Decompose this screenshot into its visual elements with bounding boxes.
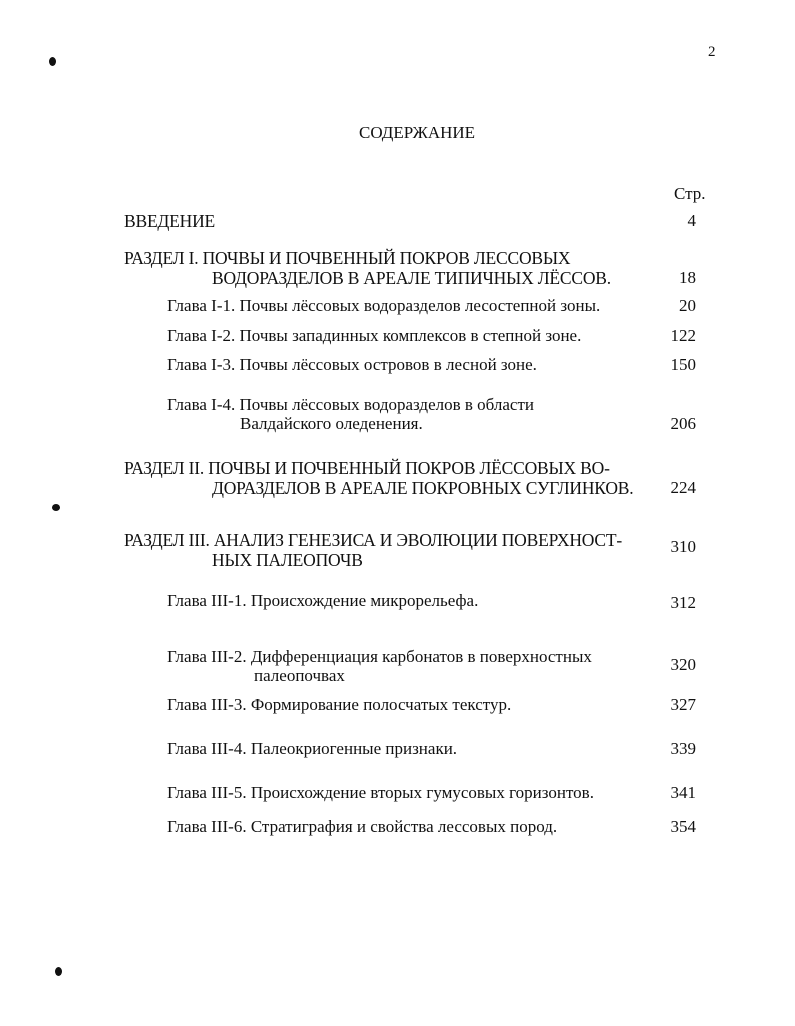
toc-section-2-line1[interactable]: РАЗДЕЛ II. ПОЧВЫ И ПОЧВЕННЫЙ ПОКРОВ ЛЁССОВЫХ ВО- <box>124 458 610 478</box>
binder-hole-mark <box>52 504 60 511</box>
toc-chapter[interactable]: Глава I-4. Почвы лёссовых водоразделов в области <box>167 395 534 414</box>
toc-chapter[interactable]: Глава III-5. Происхождение вторых гумусовых горизонтов. <box>167 783 594 802</box>
toc-chapter-page: 341 <box>670 783 696 802</box>
toc-section-3-line1[interactable]: РАЗДЕЛ III. АНАЛИЗ ГЕНЕЗИСА И ЭВОЛЮЦИИ ПОВЕРХНОСТ- <box>124 530 622 550</box>
toc-intro[interactable]: ВВЕДЕНИЕ <box>124 211 216 231</box>
page-title: СОДЕРЖАНИЕ <box>359 123 476 142</box>
toc-chapter[interactable]: Глава I-1. Почвы лёссовых водоразделов лесостепной зоны. <box>167 296 601 315</box>
toc-chapter-page: 122 <box>670 326 696 345</box>
toc-chapter-page: 339 <box>670 739 696 758</box>
toc-chapter[interactable]: Глава III-3. Формирование полосчатых текстур. <box>167 695 512 714</box>
toc-chapter-page: 206 <box>670 414 696 433</box>
toc-chapter[interactable]: Глава III-2. Дифференциация карбонатов в поверхностных <box>167 647 592 666</box>
toc-chapter[interactable]: Глава III-4. Палеокриогенные признаки. <box>167 739 458 758</box>
toc-chapter[interactable]: Глава III-1. Происхождение микрорельефа. <box>167 591 479 610</box>
toc-section-3-page: 310 <box>670 537 696 556</box>
toc-section-1-line1[interactable]: РАЗДЕЛ I. ПОЧВЫ И ПОЧВЕННЫЙ ПОКРОВ ЛЕССОВЫХ <box>124 248 571 268</box>
toc-section-1-page: 18 <box>679 268 696 287</box>
toc-chapter-page: 354 <box>670 817 696 836</box>
binder-hole-mark <box>49 57 56 66</box>
binder-hole-mark <box>55 967 62 976</box>
toc-chapter-page: 150 <box>670 355 696 374</box>
toc-chapter-page: 320 <box>670 655 696 674</box>
toc-chapter[interactable]: Глава I-3. Почвы лёссовых островов в лесной зоне. <box>167 355 537 374</box>
toc-chapter-page: 20 <box>679 296 696 315</box>
toc-section-2-line2[interactable]: ДОРАЗДЕЛОВ В АРЕАЛЕ ПОКРОВНЫХ СУГЛИНКОВ. <box>212 478 634 498</box>
toc-chapter-line2[interactable]: Валдайского оледенения. <box>240 414 423 433</box>
toc-section-2-page: 224 <box>670 478 696 497</box>
toc-chapter-page: 327 <box>670 695 696 714</box>
toc-chapter-page: 312 <box>670 593 696 612</box>
toc-chapter-line2[interactable]: палеопочвах <box>254 666 345 685</box>
toc-chapter[interactable]: Глава III-6. Стратиграфия и свойства лессовых пород. <box>167 817 558 836</box>
toc-section-1-line2[interactable]: ВОДОРАЗДЕЛОВ В АРЕАЛЕ ТИПИЧНЫХ ЛЁССОВ. <box>212 268 611 288</box>
toc-section-3-line2[interactable]: НЫХ ПАЛЕОПОЧВ <box>212 550 363 570</box>
page-column-header: Стр. <box>674 184 706 203</box>
toc-chapter[interactable]: Глава I-2. Почвы западинных комплексов в степной зоне. <box>167 326 582 345</box>
page-number: 2 <box>708 44 716 60</box>
toc-intro-page: 4 <box>687 211 696 230</box>
